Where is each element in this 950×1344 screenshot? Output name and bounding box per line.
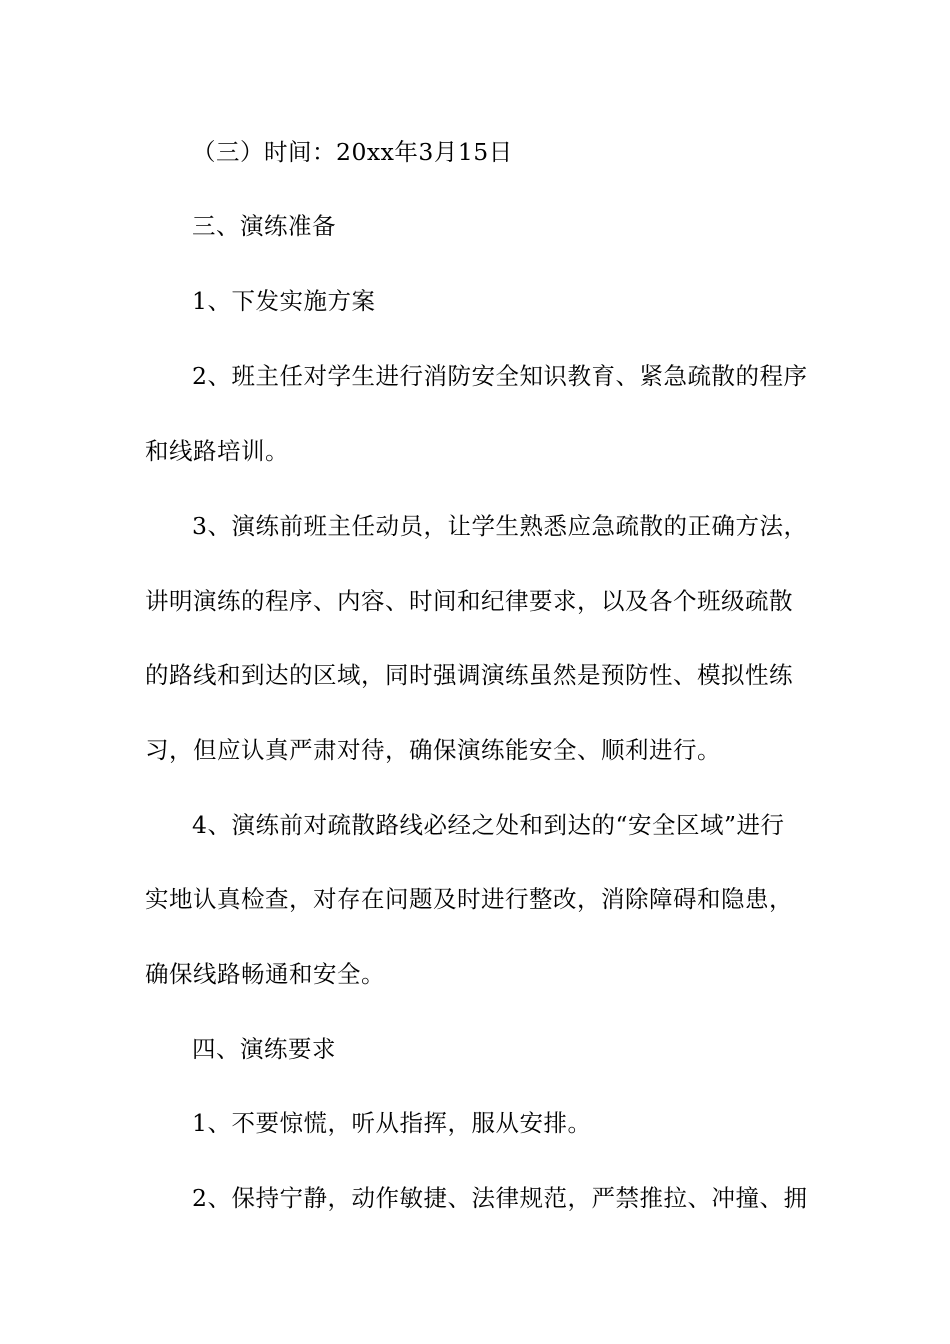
paragraph-line: 2、保持宁静，动作敏捷、法律规范，严禁推拉、冲撞、拥 xyxy=(192,1184,808,1212)
heading-drill-requirements: 四、演练要求 xyxy=(192,1035,336,1063)
section-time-line: （三）时间：20xx年3月15日 xyxy=(192,138,513,166)
paragraph-line: 3、演练前班主任动员，让学生熟悉应急疏散的正确方法， xyxy=(192,512,808,540)
paragraph-line: 实地认真检查，对存在问题及时进行整改，消除障碍和隐患， xyxy=(145,885,793,913)
paragraph-line: 1、下发实施方案 xyxy=(192,287,376,315)
paragraph-line: 和线路培训。 xyxy=(145,437,289,465)
paragraph-line: 2、班主任对学生进行消防安全知识教育、紧急疏散的程序 xyxy=(192,362,808,390)
paragraph-line: 讲明演练的程序、内容、时间和纪律要求，以及各个班级疏散 xyxy=(145,587,793,615)
paragraph-line: 1、不要惊慌，听从指挥，服从安排。 xyxy=(192,1109,592,1137)
heading-drill-preparation: 三、演练准备 xyxy=(192,212,336,240)
paragraph-line: 的路线和到达的区域，同时强调演练虽然是预防性、模拟性练 xyxy=(145,661,793,689)
paragraph-line: 习，但应认真严肃对待，确保演练能安全、顺利进行。 xyxy=(145,736,721,764)
paragraph-line: 4、演练前对疏散路线必经之处和到达的“安全区域”进行 xyxy=(192,811,785,839)
paragraph-line: 确保线路畅通和安全。 xyxy=(145,960,385,988)
